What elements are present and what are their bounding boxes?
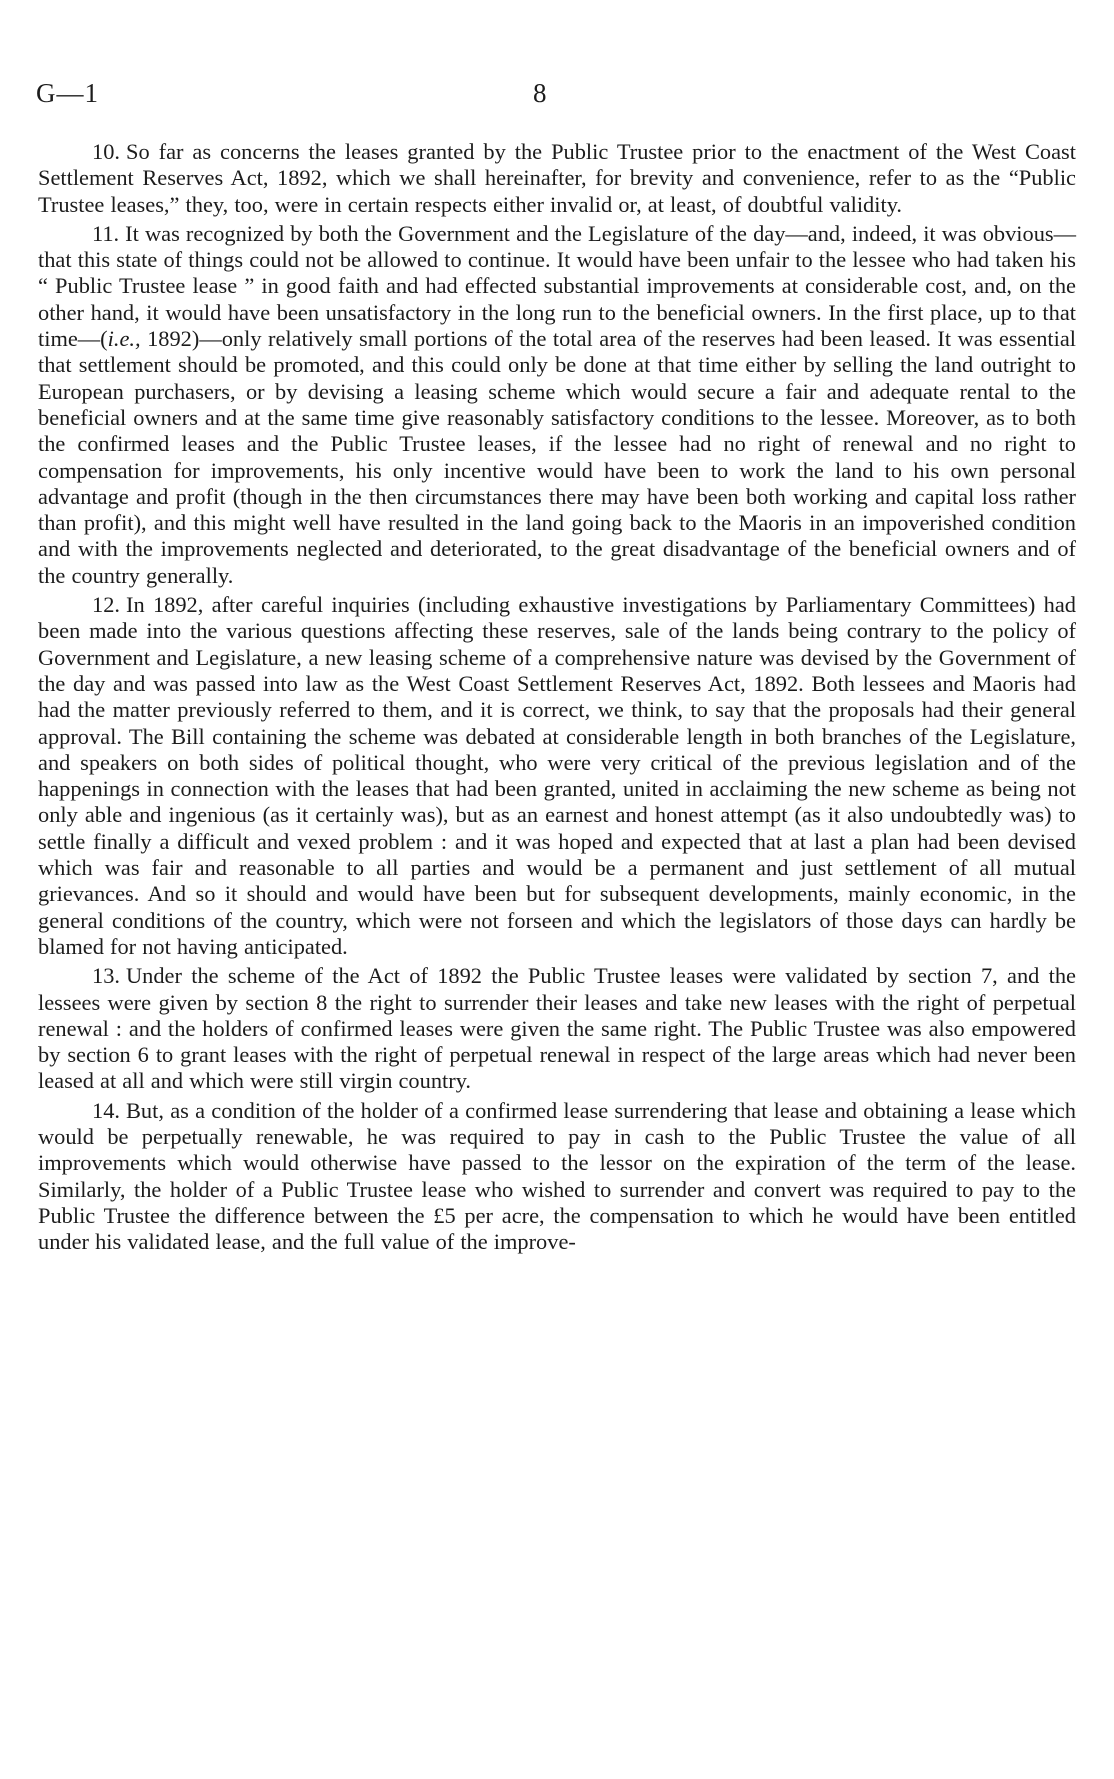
- paragraph-13: [38, 963, 1076, 1094]
- page-number: 8: [533, 78, 547, 108]
- paragraph-text: In 1892, after careful inquiries (including exhaustive investigations by Parliamentary Committees) had been made into the various questions affecting these reserves, sale of the lands being contrary to the policy of Government and Legislature, a new leasing scheme of a comprehensive nature was devised by the Government of the day and was passed into law as the West Coast Settlement Reserves Act, 1892. Both lessees and Maoris had had the matter previously referred to them, and it is correct, we think, to say that the proposals had their general approval. The Bill containing the scheme was debated at considerable length in both branches of the Legislature, and speakers on both sides of political thought, who were very critical of the previous legislation and of the happenings in connection with the leases that had been granted, united in acclaiming the new scheme as being not only able and ingenious (as it certainly was), but as an earnest and honest attempt (as it also undoubtedly was) to settle finally a difficult and vexed problem : and it was hoped and expected that at last a plan had been devised which was fair and reasonable to all parties and would be a permanent and just settlement of all mutual grievances. And so it should and would have been but for subsequent developments, mainly economic, in the general conditions of the country, which were not forseen and which the legislators of those days can hardly be blamed for not having anticipated.: [38, 592, 1076, 959]
- paragraph-14: [38, 1098, 1076, 1256]
- paragraph-10: [38, 139, 1076, 218]
- paragraph-number: 12.: [92, 592, 120, 618]
- paragraph-number: 11.: [92, 220, 120, 246]
- document-reference: G—1: [36, 78, 99, 108]
- paragraph-text-continued: 1892)—only relatively small portions of the total area of the reserves had been leased. It was essential that settlement should be promoted, and this could only be done at that time either by selling the land outright to European purchasers, or by devising a leasing scheme which would secure a fair and adequate rental to the beneficial owners and at the same time give reasonably satisfactory conditions to the lessee. Moreover, as to both the confirmed leases and the Public Trustee leases, if the lessee had no right of renewal and no right to compensation for improvements, his only incentive would have been to work the land to his own personal advantage and profit (though in the then circumstances there may have been both working and capital loss rather than profit), and this might well have resulted in the land going back to the Maoris in an impoverished condition and with the improvements neglected and deteriorated, to the great disadvantage of the beneficial owners and of the country generally.: [38, 326, 1076, 588]
- body-text: [38, 139, 1076, 1258]
- paragraph-11: [38, 221, 1076, 589]
- italic-abbreviation: i.e.,: [107, 326, 141, 352]
- running-header: [36, 78, 1076, 112]
- paragraph-number: 10.: [92, 139, 120, 164]
- paragraph-text: But, as a condition of the holder of a confirmed lease surrendering that lease and obtaining a lease which would be perpetually renewable, he was required to pay in cash to the Public Trustee the value of all improvements which would otherwise have passed to the lessor on the expiration of the term of the lease. Similarly, the holder of a Public Trustee lease who wished to surrender and convert was required to pay to the Public Trustee the difference between the £5 per acre, the compensation to which he would have been entitled under his validated lease, and the full value of the improve-: [38, 1097, 1076, 1255]
- paragraph-number: 13.: [92, 963, 120, 989]
- paragraph-text: Under the scheme of the Act of 1892 the Public Trustee leases were validated by section 7, and the lessees were given by section 8 the right to surrender their leases and take new leases with the right of perpetual renewal : and the holders of confirmed leases were given the same right. The Public Trustee was also empowered by section 6 to grant leases with the right of perpetual renewal in respect of the large areas which had never been leased at all and which were still virgin country.: [38, 963, 1076, 1094]
- paragraph-text: So far as concerns the leases granted by the Public Trustee prior to the enactment of the West Coast Settlement Reserves Act, 1892, which we shall hereinafter, for brevity and convenience, refer to as the “Public Trustee leases,” they, too, were in certain respects either invalid or, at least, of doubtful validity.: [38, 139, 1076, 217]
- paragraph-12: [38, 592, 1076, 960]
- paragraph-number: 14.: [92, 1097, 120, 1123]
- paragraph-text: It was recognized by both the Government and the Legislature of the day—and, indeed, it was obvious—that this state of things could not be allowed to continue. It would have been unfair to the lessee who had taken his “ Public Trustee lease ” in good faith and had effected substantial improvements at considerable cost, and, on the other hand, it would have been unsatisfactory in the long run to the beneficial owners. In the first place, up to that time—(: [38, 220, 1076, 352]
